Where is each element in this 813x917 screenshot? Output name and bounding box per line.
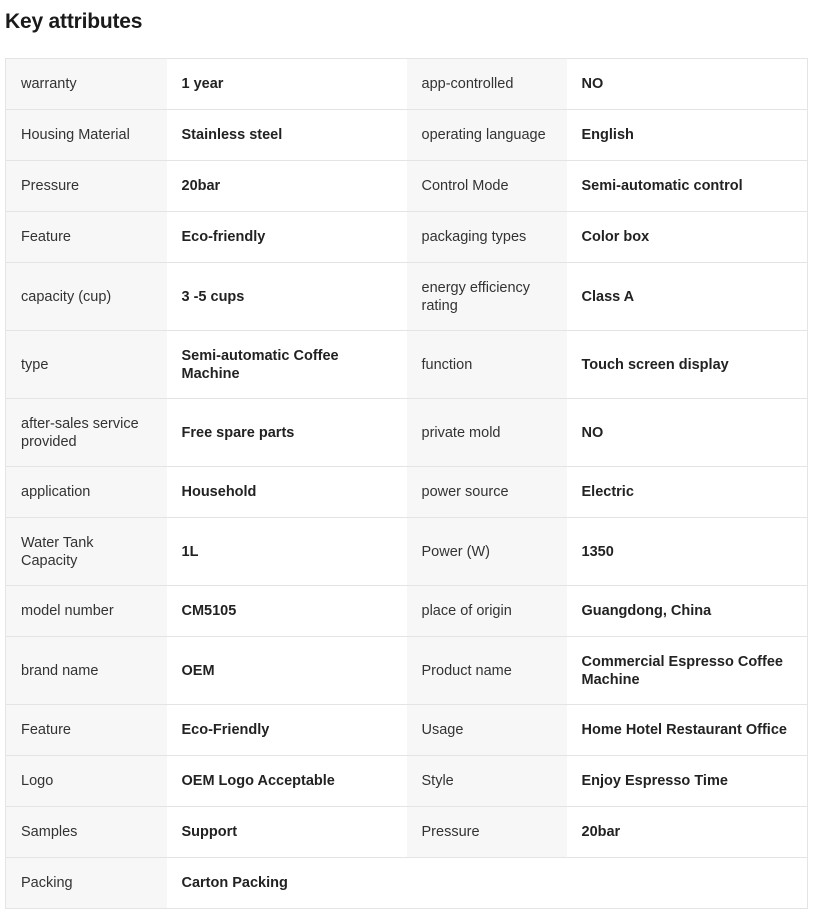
empty-cell [407, 858, 567, 909]
attribute-name: private mold [407, 399, 567, 467]
table-row [6, 110, 808, 161]
attribute-value: Guangdong, China [567, 586, 808, 637]
attribute-value: Household [167, 467, 407, 518]
attribute-name: Usage [407, 705, 567, 756]
attribute-name: type [6, 331, 167, 399]
table-row [6, 59, 808, 110]
attribute-value: Support [167, 807, 407, 858]
attribute-value: 1 year [167, 59, 407, 110]
attribute-value: 20bar [567, 807, 808, 858]
attribute-value: NO [567, 59, 808, 110]
empty-cell [567, 858, 808, 909]
attribute-value: Semi-automatic Coffee Machine [167, 331, 407, 399]
attribute-value: 1L [167, 518, 407, 586]
attribute-value: CM5105 [167, 586, 407, 637]
attribute-name: Logo [6, 756, 167, 807]
table-row [6, 161, 808, 212]
attribute-name: Housing Material [6, 110, 167, 161]
attribute-name: Pressure [407, 807, 567, 858]
attribute-name: Control Mode [407, 161, 567, 212]
attribute-value: Eco-friendly [167, 212, 407, 263]
attribute-value: OEM Logo Acceptable [167, 756, 407, 807]
attribute-value: Carton Packing [167, 858, 407, 909]
table-row [6, 518, 808, 586]
attribute-name: Pressure [6, 161, 167, 212]
table-row [6, 331, 808, 399]
table-row [6, 212, 808, 263]
attribute-name: Feature [6, 212, 167, 263]
section-title: Key attributes [5, 10, 143, 33]
attribute-name: app-controlled [407, 59, 567, 110]
attribute-value: English [567, 110, 808, 161]
attribute-value: NO [567, 399, 808, 467]
table-row [6, 756, 808, 807]
attribute-name: after-sales service provided [6, 399, 167, 467]
attribute-name: Style [407, 756, 567, 807]
attribute-name: capacity (cup) [6, 263, 167, 331]
attribute-value: Touch screen display [567, 331, 808, 399]
attribute-value: Commercial Espresso Coffee Machine [567, 637, 808, 705]
attribute-name: operating language [407, 110, 567, 161]
table-row [6, 705, 808, 756]
attribute-value: Electric [567, 467, 808, 518]
attribute-value: Enjoy Espresso Time [567, 756, 808, 807]
attribute-name: Samples [6, 807, 167, 858]
table-row [6, 637, 808, 705]
attribute-name: power source [407, 467, 567, 518]
attribute-name: Power (W) [407, 518, 567, 586]
table-row [6, 807, 808, 858]
table-row [6, 467, 808, 518]
attribute-value: Free spare parts [167, 399, 407, 467]
attribute-name: warranty [6, 59, 167, 110]
table-row [6, 586, 808, 637]
attribute-value: Stainless steel [167, 110, 407, 161]
attribute-value: Semi-automatic control [567, 161, 808, 212]
attribute-name: Feature [6, 705, 167, 756]
table-row [6, 399, 808, 467]
attribute-name: model number [6, 586, 167, 637]
attribute-name: function [407, 331, 567, 399]
attribute-name: Water Tank Capacity [6, 518, 167, 586]
attribute-name: Packing [6, 858, 167, 909]
attribute-value: 1350 [567, 518, 808, 586]
attribute-value: Color box [567, 212, 808, 263]
attribute-value: 20bar [167, 161, 407, 212]
table-row [6, 858, 808, 909]
attribute-name: Product name [407, 637, 567, 705]
attribute-name: brand name [6, 637, 167, 705]
attribute-value: OEM [167, 637, 407, 705]
attribute-name: packaging types [407, 212, 567, 263]
attribute-value: Eco-Friendly [167, 705, 407, 756]
attribute-value: Class A [567, 263, 808, 331]
table-row [6, 263, 808, 331]
attribute-value: 3 -5 cups [167, 263, 407, 331]
key-attributes-table [5, 58, 808, 909]
attribute-name: place of origin [407, 586, 567, 637]
attribute-name: application [6, 467, 167, 518]
attribute-value: Home Hotel Restaurant Office [567, 705, 808, 756]
attribute-name: energy efficiency rating [407, 263, 567, 331]
